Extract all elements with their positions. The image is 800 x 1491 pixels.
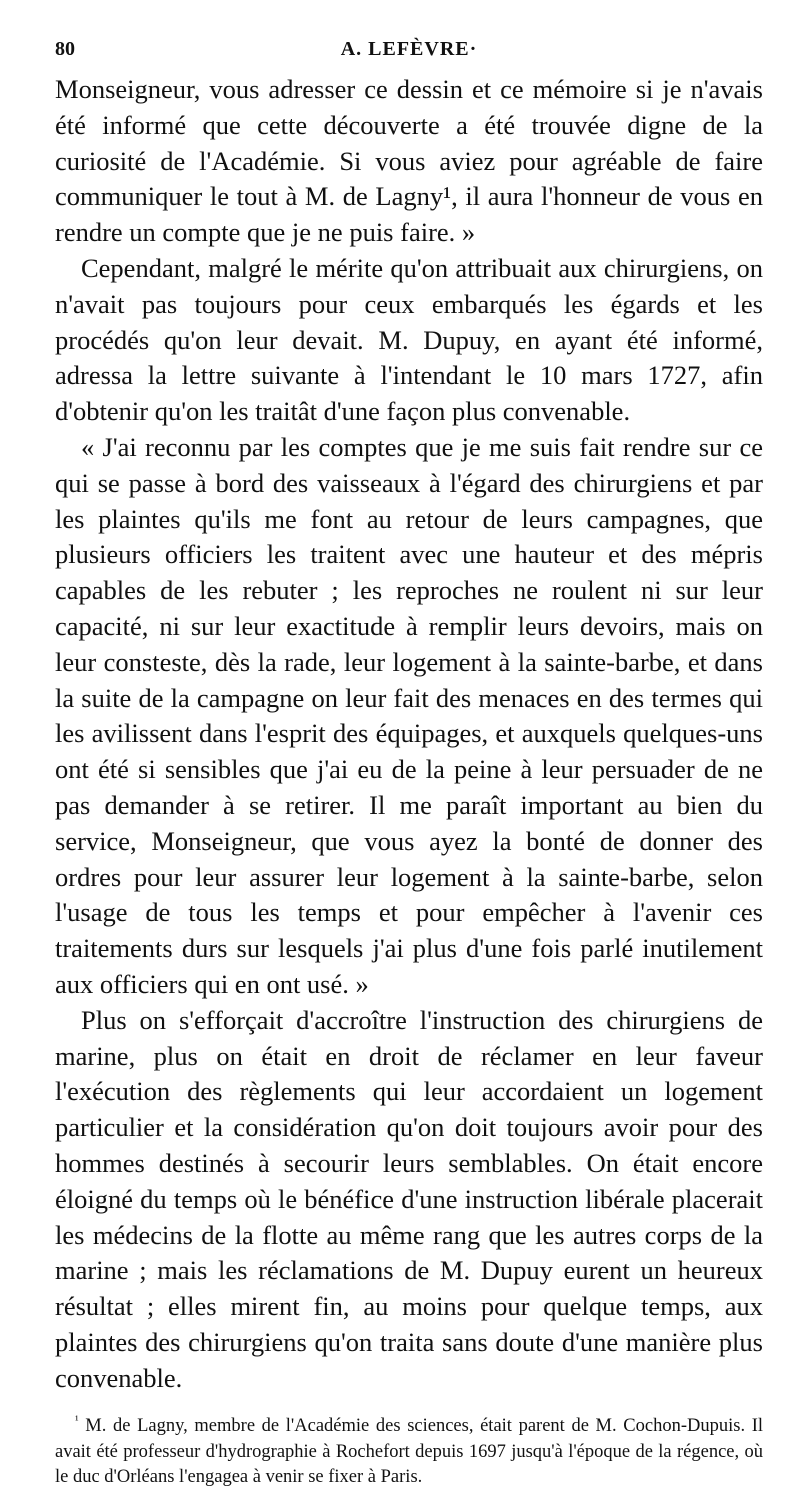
paragraph-3-quoted-letter: « J'ai reconnu par les comptes que je me suis fait rendre sur ce qui se passe à bord des vaisseaux à l'égard des chirurgiens et par les plaintes qu'ils me font au retour de leurs campagnes, que plusieurs officiers les traitent avec une hauteur et des mépris capables de les rebuter ; les reproches ne roulent ni sur leur capacité, ni sur leur exactitude à remplir leurs devoirs, mais on leur consteste, dès la rade, leur logement à la sainte-barbe, et dans la suite de la campagne on leur fait des menaces en des termes qui les avilissent dans l'esprit des équipages, et auxquels quelques-uns ont été si sensibles que j'ai eu de la peine à leur persuader de ne pas demander à se retirer. Il me paraît important au bien du service, Monseigneur, que vous ayez la bonté de donner des ordres pour leur assurer leur logement à la sainte-barbe, selon l'usage de tous les temps et pour empêcher à l'avenir ces traitements durs sur lesquels j'ai plus d'une fois parlé inutilement aux officiers qui en ont usé. » [55,431,763,999]
paragraph-2: Cependant, malgré le mérite qu'on attribuait aux chirurgiens, on n'avait pas toujours pour ceux embarqués les égards et les procédés qu'on leur devait. M. Dupuy, en ayant été informé, adressa la lettre suivante à l'intendant le 10 mars 1727, afin d'obtenir qu'on les traitât d'une façon plus convenable. [55,252,763,427]
paragraph-1: Monseigneur, vous adresser ce dessin et ce mémoire si je n'avais été informé que cette découverte a été trouvée digne de la curiosité de l'Académie. Si vous aviez pour agréable de faire communiquer le tout à M. de Lagny¹, il aura l'honneur de vous en rendre un compte que je ne puis faire. » [55,74,763,248]
footnote-marker: ¹ [75,1413,79,1428]
page-number: 80 [55,38,75,60]
footnote [55,1414,763,1491]
body-text [55,72,763,1396]
page-header [55,38,763,72]
book-page [55,38,763,1491]
paragraph-4: Plus on s'efforçait d'accroître l'instruction des chirurgiens de marine, plus on était en droit de réclamer en leur faveur l'exécution des règlements qui leur accordaient un logement particulier et la considération qu'on doit toujours avoir pour des hommes destinés à secourir leurs semblables. On était encore éloigné du temps où le bénéfice d'une instruction libérale placerait les médecins de la flotte au même rang que les autres corps de la marine ; mais les réclamations de M. Dupuy eurent un heureux résultat ; elles mirent fin, au moins pour quelque temps, aux plaintes des chirurgiens qu'on traita sans doute d'une manière plus convenable. [55,1004,763,1393]
running-head: A. LEFÈVRE· [340,38,478,60]
footnote-text: M. de Lagny, membre de l'Académie des sciences, était parent de M. Cochon-Dupuis. Il avait été professeur d'hydrographie à Rochefort depuis 1697 jusqu'à l'époque de la régence, où le duc d'Orléans l'engagea à venir se fixer à Paris. [55,1416,764,1488]
